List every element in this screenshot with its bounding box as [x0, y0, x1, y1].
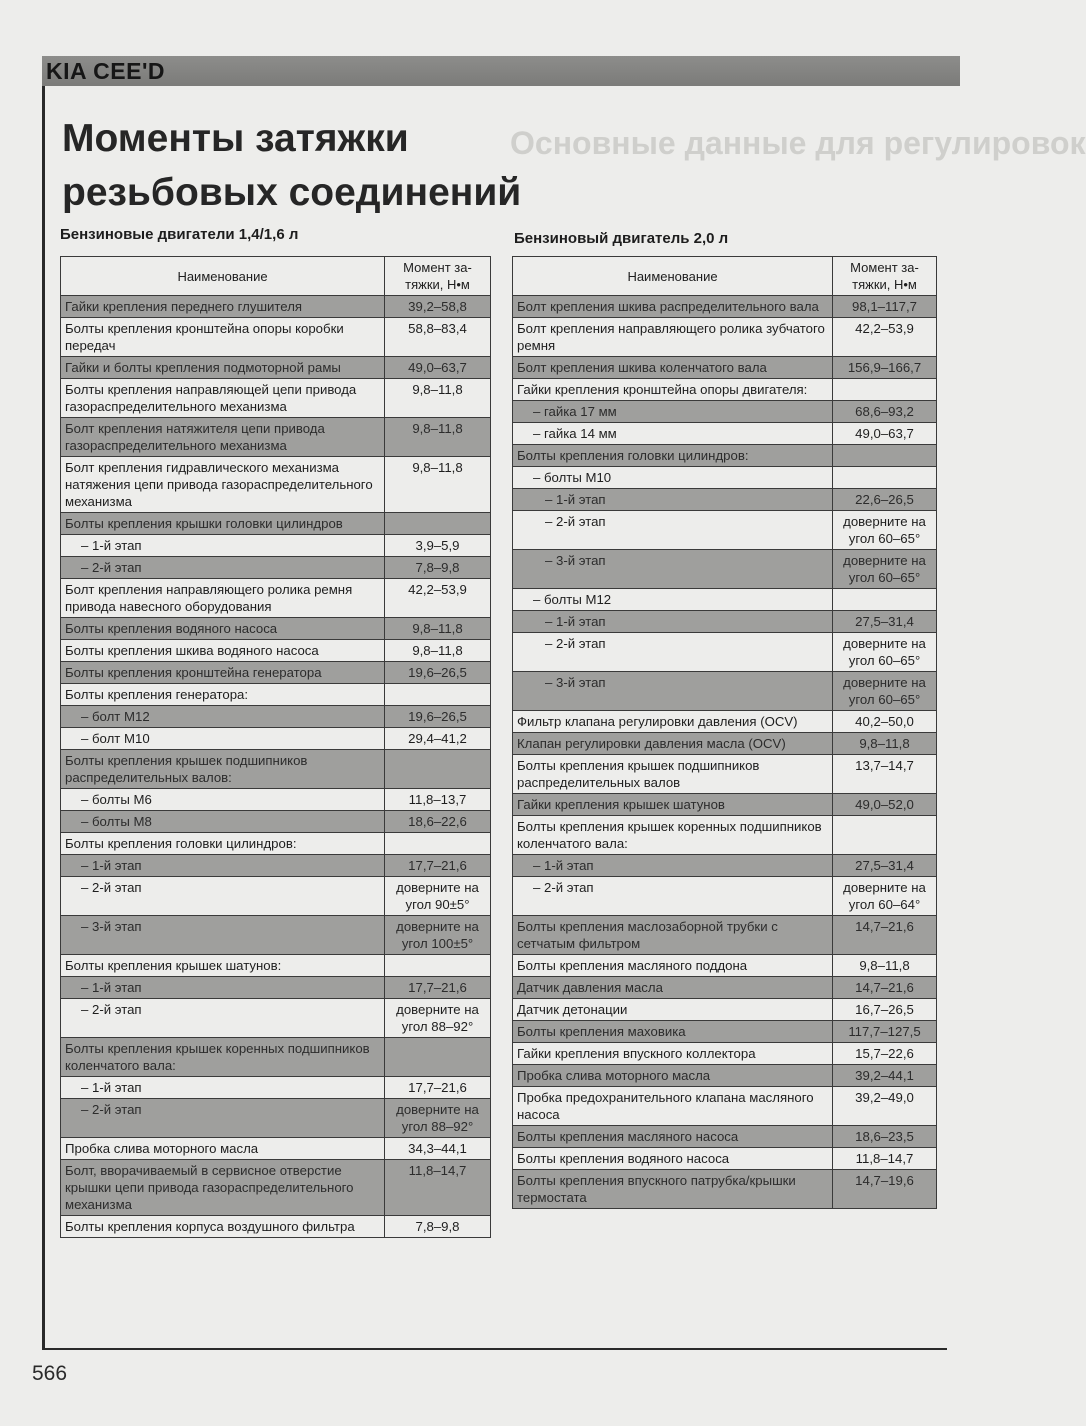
row-name: Болты крепления маховика: [513, 1021, 833, 1043]
row-name: Гайки крепления впускного коллектора: [513, 1043, 833, 1065]
row-name: – гайка 14 мм: [513, 423, 833, 445]
table-row: [61, 579, 491, 618]
row-name: Фильтр клапана регулировки давления (OCV): [513, 711, 833, 733]
row-name: – болт М12: [61, 706, 385, 728]
row-torque-value: доверните на угол 60–65°: [833, 550, 937, 589]
row-torque-value: 16,7–26,5: [833, 999, 937, 1021]
table-row: [61, 513, 491, 535]
table-row: [513, 489, 937, 511]
column-header-name: Наименование: [61, 257, 385, 296]
row-name: – 1-й этап: [61, 977, 385, 999]
table-row: [513, 550, 937, 589]
row-name: Гайки крепления крышек шатунов: [513, 794, 833, 816]
table-row: [513, 1170, 937, 1209]
left-torque-table: [60, 256, 491, 1238]
row-torque-value: 27,5–31,4: [833, 855, 937, 877]
table-row: [61, 1099, 491, 1138]
row-name: Болты крепления направляющей цепи привода газораспределительного механизма: [61, 379, 385, 418]
table-row: [513, 816, 937, 855]
table-row: [61, 662, 491, 684]
row-torque-value: [385, 1038, 491, 1077]
row-name: Болты крепления кронштейна опоры коробки передач: [61, 318, 385, 357]
row-name: Клапан регулировки давления масла (OCV): [513, 733, 833, 755]
table-row: [513, 855, 937, 877]
row-torque-value: 9,8–11,8: [833, 955, 937, 977]
row-name: – 3-й этап: [513, 550, 833, 589]
table-row: [513, 711, 937, 733]
table-row: [61, 811, 491, 833]
row-name: Пробка предохранительного клапана масляного насоса: [513, 1087, 833, 1126]
row-torque-value: 98,1–117,7: [833, 296, 937, 318]
table-row: [61, 535, 491, 557]
column-header-torque: Момент за-тяжки, Н•м: [833, 257, 937, 296]
row-name: Болты крепления головки цилиндров:: [61, 833, 385, 855]
row-torque-value: 9,8–11,8: [385, 418, 491, 457]
row-torque-value: 14,7–21,6: [833, 977, 937, 999]
row-name: Болты крепления шкива водяного насоса: [61, 640, 385, 662]
row-name: – болты М12: [513, 589, 833, 611]
row-torque-value: 49,0–63,7: [833, 423, 937, 445]
table-row: [61, 1077, 491, 1099]
row-name: Болты крепления кронштейна генератора: [61, 662, 385, 684]
column-header-name: Наименование: [513, 257, 833, 296]
row-name: Болты крепления маслозаборной трубки с сетчатым фильтром: [513, 916, 833, 955]
row-torque-value: 18,6–22,6: [385, 811, 491, 833]
table-row: [513, 1087, 937, 1126]
row-torque-value: 14,7–19,6: [833, 1170, 937, 1209]
table-row: [61, 916, 491, 955]
row-name: – 3-й этап: [513, 672, 833, 711]
table-row: [513, 977, 937, 999]
row-torque-value: 19,6–26,5: [385, 662, 491, 684]
table-row: [61, 955, 491, 977]
row-torque-value: 19,6–26,5: [385, 706, 491, 728]
row-name: – 1-й этап: [513, 611, 833, 633]
row-name: – 1-й этап: [513, 489, 833, 511]
row-torque-value: 9,8–11,8: [385, 379, 491, 418]
table-row: [513, 511, 937, 550]
table-row: [61, 855, 491, 877]
row-name: Болты крепления крышки головки цилиндров: [61, 513, 385, 535]
row-torque-value: 7,8–9,8: [385, 1216, 491, 1238]
row-torque-value: 39,2–44,1: [833, 1065, 937, 1087]
row-torque-value: 42,2–53,9: [385, 579, 491, 618]
brand-bar: [42, 56, 960, 86]
table-row: [61, 684, 491, 706]
right-table-subtitle: Бензиновый двигатель 2,0 л: [514, 230, 729, 247]
table-row: [61, 999, 491, 1038]
table-row: [513, 999, 937, 1021]
table-row: [61, 877, 491, 916]
table-row: [513, 1065, 937, 1087]
row-name: – 1-й этап: [61, 855, 385, 877]
row-name: Болт крепления гидравлического механизма натяжения цепи привода газораспределительного механизма: [61, 457, 385, 513]
table-row: [513, 755, 937, 794]
table-row: [513, 1043, 937, 1065]
row-name: Болты крепления масляного насоса: [513, 1126, 833, 1148]
row-name: Болты крепления крышек подшипников распределительных валов: [513, 755, 833, 794]
page-number: 566: [32, 1362, 68, 1385]
row-name: Болты крепления впускного патрубка/крышки термостата: [513, 1170, 833, 1209]
row-name: – 2-й этап: [513, 633, 833, 672]
table-row: [513, 611, 937, 633]
row-torque-value: 11,8–14,7: [833, 1148, 937, 1170]
table-row: [61, 789, 491, 811]
row-torque-value: 27,5–31,4: [833, 611, 937, 633]
row-name: Пробка слива моторного масла: [513, 1065, 833, 1087]
row-name: – болт М10: [61, 728, 385, 750]
row-name: – гайка 17 мм: [513, 401, 833, 423]
row-torque-value: [833, 379, 937, 401]
table-row: [513, 916, 937, 955]
row-torque-value: 7,8–9,8: [385, 557, 491, 579]
row-torque-value: доверните на угол 88–92°: [385, 999, 491, 1038]
table-row: [61, 1138, 491, 1160]
row-name: Болты крепления крышек коренных подшипников коленчатого вала:: [61, 1038, 385, 1077]
table-row: [513, 877, 937, 916]
table-row: [61, 977, 491, 999]
row-torque-value: 15,7–22,6: [833, 1043, 937, 1065]
row-torque-value: [385, 833, 491, 855]
left-table-subtitle: Бензиновые двигатели 1,4/1,6 л: [60, 226, 299, 243]
table-row: [61, 318, 491, 357]
row-torque-value: 11,8–13,7: [385, 789, 491, 811]
row-name: – 2-й этап: [513, 511, 833, 550]
column-header-torque: Момент за-тяжки, Н•м: [385, 257, 491, 296]
table-row: [61, 418, 491, 457]
table-header-row: [61, 257, 491, 296]
table-row: [61, 618, 491, 640]
row-name: Болты крепления головки цилиндров:: [513, 445, 833, 467]
table-row: [513, 423, 937, 445]
row-name: – 2-й этап: [61, 557, 385, 579]
bleed-through-text: Основные данные для регулировок: [510, 125, 1086, 161]
table-row: [513, 318, 937, 357]
row-name: Болты крепления водяного насоса: [513, 1148, 833, 1170]
brand-title: KIA CEE'D: [46, 58, 166, 84]
row-torque-value: 40,2–50,0: [833, 711, 937, 733]
table-row: [513, 672, 937, 711]
row-torque-value: 34,3–44,1: [385, 1138, 491, 1160]
row-torque-value: доверните на угол 60–65°: [833, 672, 937, 711]
table-row: [513, 733, 937, 755]
table-row: [513, 296, 937, 318]
table-row: [513, 401, 937, 423]
table-header-row: [513, 257, 937, 296]
table-row: [513, 467, 937, 489]
table-row: [61, 750, 491, 789]
table-row: [513, 794, 937, 816]
row-torque-value: доверните на угол 90±5°: [385, 877, 491, 916]
table-row: [61, 379, 491, 418]
row-name: – 1-й этап: [61, 1077, 385, 1099]
table-row: [513, 379, 937, 401]
row-name: – 2-й этап: [61, 1099, 385, 1138]
table-row: [61, 728, 491, 750]
table-row: [61, 357, 491, 379]
row-torque-value: 68,6–93,2: [833, 401, 937, 423]
row-torque-value: 29,4–41,2: [385, 728, 491, 750]
table-row: [61, 557, 491, 579]
table-row: [513, 633, 937, 672]
row-torque-value: 39,2–58,8: [385, 296, 491, 318]
row-torque-value: 13,7–14,7: [833, 755, 937, 794]
table-row: [513, 445, 937, 467]
table-row: [513, 1021, 937, 1043]
row-torque-value: доверните на угол 60–64°: [833, 877, 937, 916]
row-torque-value: 58,8–83,4: [385, 318, 491, 357]
row-name: – болты М8: [61, 811, 385, 833]
row-torque-value: 11,8–14,7: [385, 1160, 491, 1216]
table-row: [61, 457, 491, 513]
row-name: Болты крепления крышек шатунов:: [61, 955, 385, 977]
row-name: – болты М6: [61, 789, 385, 811]
row-torque-value: [833, 445, 937, 467]
row-torque-value: 9,8–11,8: [385, 618, 491, 640]
table-row: [61, 833, 491, 855]
row-torque-value: 42,2–53,9: [833, 318, 937, 357]
row-torque-value: 156,9–166,7: [833, 357, 937, 379]
row-name: Болт крепления шкива распределительного вала: [513, 296, 833, 318]
row-torque-value: [385, 955, 491, 977]
row-name: Датчик детонации: [513, 999, 833, 1021]
row-name: Болт крепления шкива коленчатого вала: [513, 357, 833, 379]
row-name: Датчик давления масла: [513, 977, 833, 999]
row-name: Болты крепления водяного насоса: [61, 618, 385, 640]
table-row: [61, 1160, 491, 1216]
row-name: Гайки и болты крепления подмоторной рамы: [61, 357, 385, 379]
table-row: [513, 1148, 937, 1170]
row-torque-value: 39,2–49,0: [833, 1087, 937, 1126]
row-torque-value: [833, 816, 937, 855]
row-name: Болты крепления масляного поддона: [513, 955, 833, 977]
row-torque-value: [385, 684, 491, 706]
row-torque-value: [833, 467, 937, 489]
row-torque-value: 18,6–23,5: [833, 1126, 937, 1148]
row-torque-value: 9,8–11,8: [385, 640, 491, 662]
row-name: – 1-й этап: [513, 855, 833, 877]
row-name: Болт, вворачиваемый в сервисное отверстие крышки цепи привода газораспределительного механизма: [61, 1160, 385, 1216]
row-torque-value: 17,7–21,6: [385, 855, 491, 877]
row-torque-value: доверните на угол 60–65°: [833, 633, 937, 672]
left-table-body: [61, 296, 491, 1238]
table-row: [513, 357, 937, 379]
row-name: Болт крепления натяжителя цепи привода газораспределительного механизма: [61, 418, 385, 457]
row-torque-value: 117,7–127,5: [833, 1021, 937, 1043]
row-name: – болты М10: [513, 467, 833, 489]
row-torque-value: доверните на угол 88–92°: [385, 1099, 491, 1138]
row-torque-value: 49,0–52,0: [833, 794, 937, 816]
row-name: Гайки крепления переднего глушителя: [61, 296, 385, 318]
row-torque-value: 17,7–21,6: [385, 1077, 491, 1099]
table-row: [61, 640, 491, 662]
row-torque-value: 3,9–5,9: [385, 535, 491, 557]
row-torque-value: 22,6–26,5: [833, 489, 937, 511]
row-name: – 2-й этап: [61, 999, 385, 1038]
row-torque-value: доверните на угол 100±5°: [385, 916, 491, 955]
row-torque-value: 9,8–11,8: [833, 733, 937, 755]
row-name: Пробка слива моторного масла: [61, 1138, 385, 1160]
row-name: Болт крепления направляющего ролика ремня привода навесного оборудования: [61, 579, 385, 618]
table-row: [61, 1216, 491, 1238]
row-name: – 3-й этап: [61, 916, 385, 955]
table-row: [513, 955, 937, 977]
row-name: – 2-й этап: [61, 877, 385, 916]
title-line-1: Моменты затяжки: [62, 117, 409, 160]
row-name: Болты крепления корпуса воздушного фильтра: [61, 1216, 385, 1238]
row-torque-value: 14,7–21,6: [833, 916, 937, 955]
row-torque-value: [385, 750, 491, 789]
row-torque-value: 49,0–63,7: [385, 357, 491, 379]
row-torque-value: доверните на угол 60–65°: [833, 511, 937, 550]
title-line-2: резьбовых соединений: [62, 171, 522, 214]
row-torque-value: 9,8–11,8: [385, 457, 491, 513]
row-name: Гайки крепления кронштейна опоры двигателя:: [513, 379, 833, 401]
right-table-body: [513, 296, 937, 1209]
row-name: – 2-й этап: [513, 877, 833, 916]
row-torque-value: [833, 589, 937, 611]
row-name: Болты крепления генератора:: [61, 684, 385, 706]
row-torque-value: [385, 513, 491, 535]
table-row: [513, 1126, 937, 1148]
table-row: [61, 706, 491, 728]
right-torque-table: [512, 256, 937, 1209]
row-name: – 1-й этап: [61, 535, 385, 557]
page-title: [62, 112, 521, 220]
table-row: [513, 589, 937, 611]
row-name: Болт крепления направляющего ролика зубчатого ремня: [513, 318, 833, 357]
row-name: Болты крепления крышек коренных подшипников коленчатого вала:: [513, 816, 833, 855]
row-torque-value: 17,7–21,6: [385, 977, 491, 999]
row-name: Болты крепления крышек подшипников распределительных валов:: [61, 750, 385, 789]
table-row: [61, 1038, 491, 1077]
table-row: [61, 296, 491, 318]
